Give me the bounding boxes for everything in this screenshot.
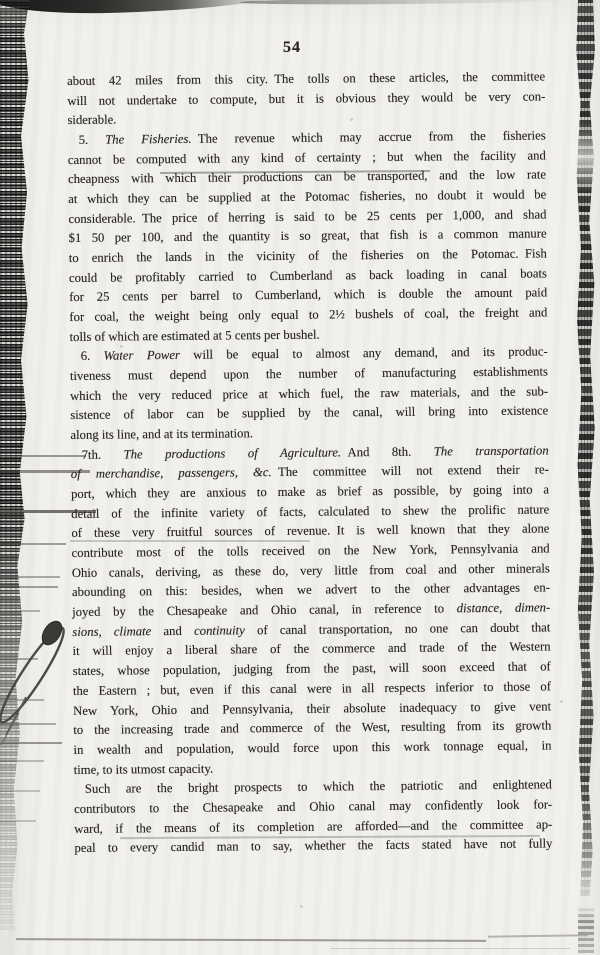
scan-line-bottom xyxy=(16,938,486,942)
paragraph xyxy=(70,343,549,446)
regular-text: contribute most of the tolls received on the New York, Pennsylvania and xyxy=(71,541,550,561)
regular-text: of these very fruitful sources of revenue. It is well known that they alone xyxy=(71,521,550,541)
regular-text: port, which they are anxious to make as brief as possible, by going into a xyxy=(70,482,550,502)
regular-text: which the very reduced price at which fuel, the raw materials, and the sub- xyxy=(70,384,549,403)
regular-text: at which they can be supplied at the Potomac fisheries, no doubt it would be xyxy=(68,187,547,207)
document-text xyxy=(67,67,553,858)
margin-smudge xyxy=(0,576,60,578)
regular-text: could be profitably carried to Cumberland as back loading in canal boats xyxy=(68,266,548,285)
regular-text: for 25 cents per barrel to Cumberland, which is double the amount paid xyxy=(69,285,548,305)
italic-text: The transportation xyxy=(433,443,549,459)
regular-text: will be equal to almost any demand, and its produc- xyxy=(179,344,548,363)
regular-text: 6. xyxy=(80,349,104,364)
regular-text: And 8th. xyxy=(341,444,434,460)
margin-smudge xyxy=(0,790,40,792)
regular-text: to the increasing trade and commerce of the West, resulting from its growth xyxy=(73,718,552,738)
regular-text: time, to its utmost capacity. xyxy=(73,761,214,777)
paragraph xyxy=(67,67,546,131)
regular-text: to enrich the lands in the vicinity of the fisheries on the Potomac. Fish xyxy=(68,246,547,266)
regular-text: Such are the bright prospects to which the patriotic and enlightened xyxy=(84,777,552,797)
paragraph xyxy=(68,126,548,347)
regular-text: in wealth and population, would force upon this work tonnage equal, in xyxy=(73,738,552,757)
margin-smudge xyxy=(0,543,66,545)
regular-text: contributors to the Chesapeake and Ohio canal may confidently look for- xyxy=(74,797,553,816)
regular-text: detail of the infinite variety of facts, calculated to shew the prolific nature xyxy=(71,502,550,521)
italic-text: distance, dimen- xyxy=(456,600,551,616)
ink-smear-top-thin xyxy=(240,0,570,5)
scan-line-bottom xyxy=(488,934,588,937)
italic-text: continuity xyxy=(193,623,245,638)
regular-text: for coal, the weight being only equal to 2½ bushels of coal, the freight and xyxy=(69,305,548,325)
regular-text: cannot be computed with any kind of certainty ; but when the facility and xyxy=(67,148,546,167)
regular-text: sistence of labor can be supplied by the canal, will bring into existence xyxy=(70,403,549,423)
paragraph xyxy=(71,441,552,780)
italic-text: Water Power xyxy=(103,348,180,364)
margin-smudge xyxy=(0,760,44,762)
paper-speck xyxy=(300,905,303,908)
regular-text: siderable. xyxy=(67,112,117,128)
regular-text: about 42 miles from this city. The tolls on these articles, the committee xyxy=(67,69,546,88)
regular-text: and xyxy=(151,623,195,639)
regular-text: abounding on this: besides, when we advert to the other advantages en- xyxy=(71,580,551,600)
regular-text: 5. xyxy=(78,132,106,147)
binding-noise-right-bottom xyxy=(578,905,594,953)
scan-line-bottom xyxy=(330,948,570,949)
regular-text: the Eastern ; but, even if this canal were in all respects inferior to those of xyxy=(72,679,551,698)
regular-text: Ohio canals, deriving, as these do, very little from coal and other minerals xyxy=(71,561,550,580)
text-line xyxy=(74,835,552,859)
regular-text: tolls of which are estimated at 5 cents per bushel. xyxy=(69,327,320,344)
regular-text: will not undertake to compute, but it is obvious they would be very con- xyxy=(67,89,546,108)
regular-text: considerable. The price of herring is said to be 25 cents per 1,000, and shad xyxy=(68,207,547,226)
paragraph xyxy=(74,776,553,859)
pen-artifact xyxy=(0,595,80,755)
italic-text: The Fisheries. xyxy=(105,131,192,147)
regular-text: along its line, and at its termination. xyxy=(70,426,254,443)
regular-text: New York, Ohio and Pennsylvania, their absolute inadequacy to give vent xyxy=(73,698,552,718)
regular-text: $1 50 per 100, and the quantity is so great, that fish is a common manure xyxy=(68,226,547,246)
regular-text: The revenue which may accrue from the fisheries xyxy=(191,128,546,146)
regular-text: states, whose population, judging from the past, will soon exceed that of xyxy=(72,659,551,679)
regular-text: 7th. xyxy=(81,447,124,462)
regular-text: it will enjoy a liberal share of the commerce and trade of the Western xyxy=(72,639,551,659)
page-number: 54 xyxy=(283,39,301,56)
regular-text: cheapness with which their productions can be transported, and the low rate xyxy=(67,167,547,187)
regular-text: joyed by the Chesapeake and Ohio canal, in reference to xyxy=(72,601,457,620)
italic-text: sions, climate xyxy=(72,624,152,639)
italic-text: of merchandise, passengers, &c. xyxy=(70,465,272,482)
pen-loop xyxy=(0,623,71,728)
margin-smudge xyxy=(0,586,58,588)
paper-speck xyxy=(560,700,563,703)
italic-text: The productions of Agriculture. xyxy=(123,445,342,462)
regular-text: ward, if the means of its completion are afforded—and the committee ap- xyxy=(74,816,553,836)
regular-text: The committee will not extend their re- xyxy=(271,462,549,480)
regular-text: peal to every candid man to say, whether the facts stated have not fully xyxy=(74,836,553,856)
pen-shaft-line xyxy=(6,697,26,735)
binding-noise-right xyxy=(575,0,596,896)
regular-text: of canal transportation, no one can doubt that xyxy=(244,620,551,638)
margin-smudge xyxy=(0,820,36,822)
regular-text: tiveness must depend upon the number of manufacturing establishments xyxy=(69,364,548,384)
